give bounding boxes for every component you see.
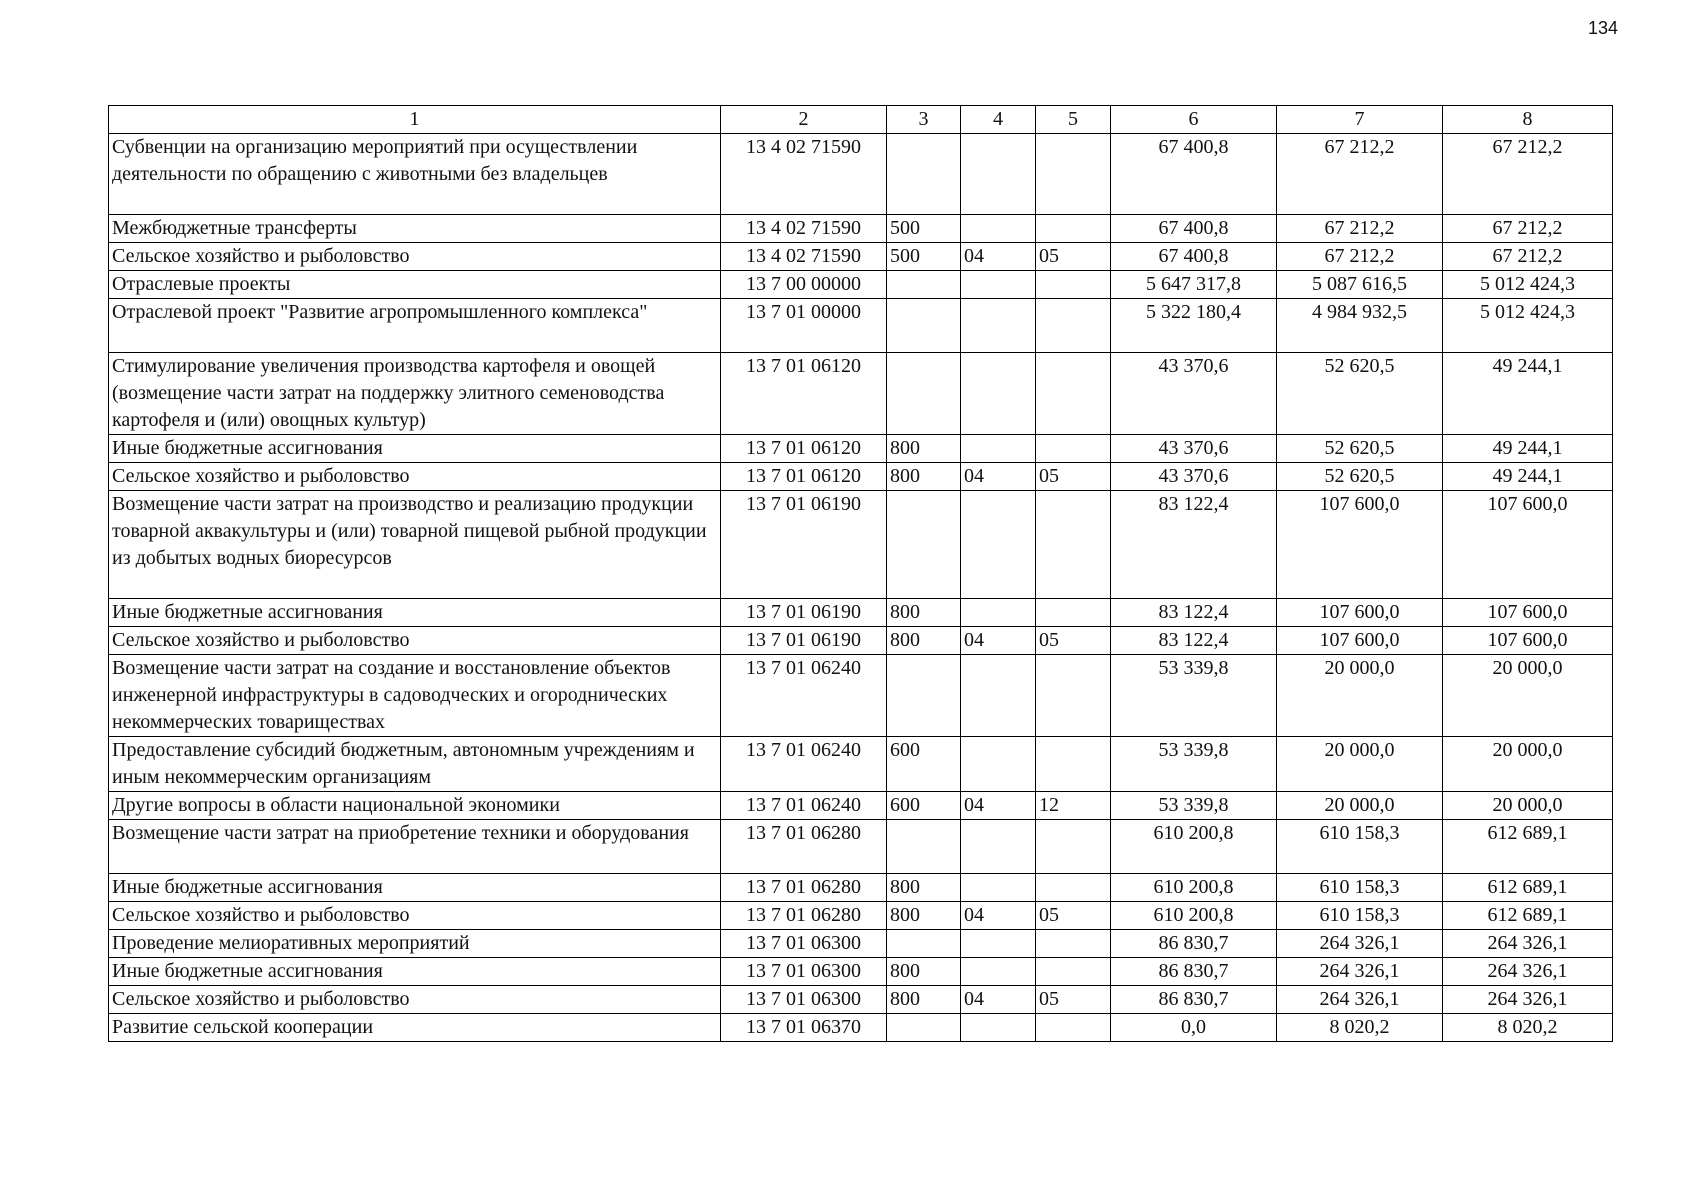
row-value-year1: 83 122,4 bbox=[1111, 627, 1277, 655]
row-value-year1: 67 400,8 bbox=[1111, 243, 1277, 271]
row-expense-type bbox=[887, 271, 961, 299]
row-value-year2: 4 984 932,5 bbox=[1277, 299, 1443, 353]
row-name: Иные бюджетные ассигнования bbox=[109, 435, 721, 463]
row-value-year3: 5 012 424,3 bbox=[1443, 271, 1613, 299]
table-row bbox=[109, 986, 1613, 1014]
row-value-year1: 43 370,6 bbox=[1111, 463, 1277, 491]
row-subsection bbox=[1036, 930, 1111, 958]
row-code: 13 7 01 06120 bbox=[721, 435, 887, 463]
row-value-year3: 67 212,2 bbox=[1443, 215, 1613, 243]
row-name: Возмещение части затрат на создание и восстановление объектов инженерной инфраструктуры в садоводческих и огороднических некоммерческих товариществах bbox=[109, 655, 721, 737]
row-value-year2: 20 000,0 bbox=[1277, 655, 1443, 737]
row-value-year1: 610 200,8 bbox=[1111, 902, 1277, 930]
row-code: 13 4 02 71590 bbox=[721, 215, 887, 243]
row-value-year3: 5 012 424,3 bbox=[1443, 299, 1613, 353]
row-subsection bbox=[1036, 874, 1111, 902]
row-value-year2: 5 087 616,5 bbox=[1277, 271, 1443, 299]
row-code: 13 7 01 06190 bbox=[721, 491, 887, 599]
col-header-7: 7 bbox=[1277, 106, 1443, 134]
header-row bbox=[109, 106, 1613, 134]
table-row bbox=[109, 902, 1613, 930]
row-name: Иные бюджетные ассигнования bbox=[109, 599, 721, 627]
table-row bbox=[109, 820, 1613, 874]
row-section bbox=[961, 599, 1036, 627]
row-value-year2: 610 158,3 bbox=[1277, 820, 1443, 874]
table-row bbox=[109, 737, 1613, 792]
row-value-year1: 53 339,8 bbox=[1111, 737, 1277, 792]
table-row bbox=[109, 134, 1613, 215]
table-row bbox=[109, 874, 1613, 902]
table-row bbox=[109, 599, 1613, 627]
row-section bbox=[961, 435, 1036, 463]
row-subsection bbox=[1036, 299, 1111, 353]
row-value-year2: 264 326,1 bbox=[1277, 986, 1443, 1014]
row-value-year3: 49 244,1 bbox=[1443, 463, 1613, 491]
row-section bbox=[961, 491, 1036, 599]
row-code: 13 7 01 06280 bbox=[721, 902, 887, 930]
table-row bbox=[109, 299, 1613, 353]
row-value-year1: 86 830,7 bbox=[1111, 986, 1277, 1014]
row-subsection bbox=[1036, 820, 1111, 874]
row-name: Проведение мелиоративных мероприятий bbox=[109, 930, 721, 958]
row-expense-type bbox=[887, 353, 961, 435]
row-value-year2: 67 212,2 bbox=[1277, 243, 1443, 271]
row-expense-type bbox=[887, 655, 961, 737]
row-name: Отраслевые проекты bbox=[109, 271, 721, 299]
table-row bbox=[109, 353, 1613, 435]
row-value-year3: 20 000,0 bbox=[1443, 792, 1613, 820]
row-value-year2: 610 158,3 bbox=[1277, 902, 1443, 930]
row-code: 13 7 01 06280 bbox=[721, 874, 887, 902]
row-value-year1: 67 400,8 bbox=[1111, 134, 1277, 215]
row-value-year3: 49 244,1 bbox=[1443, 353, 1613, 435]
row-value-year2: 264 326,1 bbox=[1277, 930, 1443, 958]
row-subsection bbox=[1036, 491, 1111, 599]
row-value-year3: 264 326,1 bbox=[1443, 958, 1613, 986]
row-code: 13 7 01 06370 bbox=[721, 1014, 887, 1042]
row-value-year1: 83 122,4 bbox=[1111, 491, 1277, 599]
row-value-year1: 67 400,8 bbox=[1111, 215, 1277, 243]
col-header-2: 2 bbox=[721, 106, 887, 134]
row-value-year3: 107 600,0 bbox=[1443, 627, 1613, 655]
row-value-year1: 43 370,6 bbox=[1111, 353, 1277, 435]
row-value-year3: 8 020,2 bbox=[1443, 1014, 1613, 1042]
row-subsection bbox=[1036, 958, 1111, 986]
row-expense-type: 800 bbox=[887, 874, 961, 902]
row-code: 13 7 01 06300 bbox=[721, 958, 887, 986]
row-value-year1: 86 830,7 bbox=[1111, 958, 1277, 986]
row-section bbox=[961, 930, 1036, 958]
row-section bbox=[961, 299, 1036, 353]
col-header-8: 8 bbox=[1443, 106, 1613, 134]
row-subsection bbox=[1036, 271, 1111, 299]
row-value-year3: 20 000,0 bbox=[1443, 737, 1613, 792]
row-value-year1: 53 339,8 bbox=[1111, 655, 1277, 737]
row-code: 13 7 01 06190 bbox=[721, 627, 887, 655]
row-value-year1: 0,0 bbox=[1111, 1014, 1277, 1042]
row-code: 13 7 01 06280 bbox=[721, 820, 887, 874]
row-value-year2: 52 620,5 bbox=[1277, 435, 1443, 463]
row-expense-type: 600 bbox=[887, 737, 961, 792]
row-section bbox=[961, 874, 1036, 902]
row-name: Возмещение части затрат на приобретение техники и оборудования bbox=[109, 820, 721, 874]
table-row bbox=[109, 271, 1613, 299]
table-row bbox=[109, 655, 1613, 737]
table-row bbox=[109, 792, 1613, 820]
table-row bbox=[109, 243, 1613, 271]
row-section bbox=[961, 820, 1036, 874]
row-code: 13 7 01 00000 bbox=[721, 299, 887, 353]
table-row bbox=[109, 435, 1613, 463]
row-section bbox=[961, 655, 1036, 737]
row-code: 13 7 01 06300 bbox=[721, 930, 887, 958]
row-name: Отраслевой проект "Развитие агропромышленного комплекса" bbox=[109, 299, 721, 353]
row-subsection: 05 bbox=[1036, 243, 1111, 271]
row-name: Межбюджетные трансферты bbox=[109, 215, 721, 243]
row-name: Возмещение части затрат на производство и реализацию продукции товарной аквакультуры и (или) товарной пищевой рыбной продукции из добытых водных биоресурсов bbox=[109, 491, 721, 599]
table-row bbox=[109, 491, 1613, 599]
row-expense-type bbox=[887, 491, 961, 599]
row-name: Сельское хозяйство и рыболовство bbox=[109, 463, 721, 491]
row-section bbox=[961, 737, 1036, 792]
row-expense-type bbox=[887, 299, 961, 353]
row-section bbox=[961, 353, 1036, 435]
row-value-year1: 43 370,6 bbox=[1111, 435, 1277, 463]
row-section: 04 bbox=[961, 792, 1036, 820]
row-section bbox=[961, 271, 1036, 299]
row-value-year2: 67 212,2 bbox=[1277, 215, 1443, 243]
row-value-year2: 107 600,0 bbox=[1277, 627, 1443, 655]
row-value-year3: 612 689,1 bbox=[1443, 874, 1613, 902]
row-value-year1: 83 122,4 bbox=[1111, 599, 1277, 627]
row-expense-type bbox=[887, 930, 961, 958]
row-subsection: 05 bbox=[1036, 986, 1111, 1014]
row-value-year2: 8 020,2 bbox=[1277, 1014, 1443, 1042]
row-code: 13 7 01 06240 bbox=[721, 792, 887, 820]
row-subsection bbox=[1036, 435, 1111, 463]
row-value-year1: 5 647 317,8 bbox=[1111, 271, 1277, 299]
row-name: Предоставление субсидий бюджетным, автономным учреждениям и иным некоммерческим организациям bbox=[109, 737, 721, 792]
row-expense-type: 800 bbox=[887, 902, 961, 930]
row-expense-type: 800 bbox=[887, 435, 961, 463]
row-value-year3: 264 326,1 bbox=[1443, 986, 1613, 1014]
row-section bbox=[961, 134, 1036, 215]
row-subsection bbox=[1036, 655, 1111, 737]
row-expense-type bbox=[887, 1014, 961, 1042]
row-value-year2: 20 000,0 bbox=[1277, 792, 1443, 820]
row-value-year2: 107 600,0 bbox=[1277, 491, 1443, 599]
row-value-year1: 5 322 180,4 bbox=[1111, 299, 1277, 353]
row-value-year1: 610 200,8 bbox=[1111, 820, 1277, 874]
row-subsection: 05 bbox=[1036, 902, 1111, 930]
row-subsection bbox=[1036, 1014, 1111, 1042]
row-expense-type: 600 bbox=[887, 792, 961, 820]
row-section: 04 bbox=[961, 463, 1036, 491]
table-row bbox=[109, 627, 1613, 655]
row-name: Другие вопросы в области национальной экономики bbox=[109, 792, 721, 820]
row-subsection: 05 bbox=[1036, 463, 1111, 491]
row-subsection: 12 bbox=[1036, 792, 1111, 820]
row-name: Развитие сельской кооперации bbox=[109, 1014, 721, 1042]
row-value-year3: 107 600,0 bbox=[1443, 599, 1613, 627]
row-section: 04 bbox=[961, 986, 1036, 1014]
row-code: 13 7 01 06120 bbox=[721, 353, 887, 435]
row-expense-type bbox=[887, 820, 961, 874]
row-subsection bbox=[1036, 215, 1111, 243]
row-section bbox=[961, 1014, 1036, 1042]
row-name: Субвенции на организацию мероприятий при осуществлении деятельности по обращению с животными без владельцев bbox=[109, 134, 721, 215]
row-value-year3: 612 689,1 bbox=[1443, 902, 1613, 930]
row-value-year3: 612 689,1 bbox=[1443, 820, 1613, 874]
row-value-year3: 67 212,2 bbox=[1443, 134, 1613, 215]
row-code: 13 4 02 71590 bbox=[721, 134, 887, 215]
table-row bbox=[109, 1014, 1613, 1042]
row-subsection bbox=[1036, 134, 1111, 215]
row-expense-type: 800 bbox=[887, 986, 961, 1014]
col-header-5: 5 bbox=[1036, 106, 1111, 134]
row-name: Иные бюджетные ассигнования bbox=[109, 958, 721, 986]
row-code: 13 7 01 06240 bbox=[721, 655, 887, 737]
row-section: 04 bbox=[961, 243, 1036, 271]
table-row bbox=[109, 215, 1613, 243]
row-value-year2: 20 000,0 bbox=[1277, 737, 1443, 792]
row-expense-type: 500 bbox=[887, 243, 961, 271]
row-expense-type: 500 bbox=[887, 215, 961, 243]
row-value-year3: 67 212,2 bbox=[1443, 243, 1613, 271]
row-expense-type: 800 bbox=[887, 958, 961, 986]
row-code: 13 7 01 06240 bbox=[721, 737, 887, 792]
row-value-year2: 52 620,5 bbox=[1277, 353, 1443, 435]
row-code: 13 4 02 71590 bbox=[721, 243, 887, 271]
table-body bbox=[109, 134, 1613, 1042]
row-subsection bbox=[1036, 737, 1111, 792]
row-value-year1: 53 339,8 bbox=[1111, 792, 1277, 820]
row-subsection: 05 bbox=[1036, 627, 1111, 655]
row-name: Сельское хозяйство и рыболовство bbox=[109, 986, 721, 1014]
table-row bbox=[109, 463, 1613, 491]
row-value-year2: 107 600,0 bbox=[1277, 599, 1443, 627]
row-name: Сельское хозяйство и рыболовство bbox=[109, 627, 721, 655]
row-name: Стимулирование увеличения производства картофеля и овощей (возмещение части затрат на поддержку элитного семеноводства картофеля и (или) овощных культур) bbox=[109, 353, 721, 435]
table-row bbox=[109, 930, 1613, 958]
budget-table bbox=[108, 105, 1613, 1042]
row-name: Сельское хозяйство и рыболовство bbox=[109, 902, 721, 930]
row-value-year1: 610 200,8 bbox=[1111, 874, 1277, 902]
page-number: 134 bbox=[1587, 18, 1618, 38]
row-value-year2: 264 326,1 bbox=[1277, 958, 1443, 986]
table-row bbox=[109, 958, 1613, 986]
row-expense-type: 800 bbox=[887, 599, 961, 627]
row-value-year3: 107 600,0 bbox=[1443, 491, 1613, 599]
row-section bbox=[961, 215, 1036, 243]
row-section bbox=[961, 958, 1036, 986]
row-value-year2: 52 620,5 bbox=[1277, 463, 1443, 491]
row-name: Сельское хозяйство и рыболовство bbox=[109, 243, 721, 271]
row-expense-type bbox=[887, 134, 961, 215]
row-code: 13 7 01 06300 bbox=[721, 986, 887, 1014]
row-name: Иные бюджетные ассигнования bbox=[109, 874, 721, 902]
row-expense-type: 800 bbox=[887, 463, 961, 491]
col-header-6: 6 bbox=[1111, 106, 1277, 134]
row-code: 13 7 00 00000 bbox=[721, 271, 887, 299]
row-value-year2: 610 158,3 bbox=[1277, 874, 1443, 902]
row-subsection bbox=[1036, 599, 1111, 627]
row-value-year3: 264 326,1 bbox=[1443, 930, 1613, 958]
row-value-year2: 67 212,2 bbox=[1277, 134, 1443, 215]
row-code: 13 7 01 06120 bbox=[721, 463, 887, 491]
col-header-3: 3 bbox=[887, 106, 961, 134]
col-header-4: 4 bbox=[961, 106, 1036, 134]
row-section: 04 bbox=[961, 902, 1036, 930]
col-header-1: 1 bbox=[109, 106, 721, 134]
row-value-year1: 86 830,7 bbox=[1111, 930, 1277, 958]
row-value-year3: 49 244,1 bbox=[1443, 435, 1613, 463]
row-code: 13 7 01 06190 bbox=[721, 599, 887, 627]
row-value-year3: 20 000,0 bbox=[1443, 655, 1613, 737]
row-subsection bbox=[1036, 353, 1111, 435]
row-section: 04 bbox=[961, 627, 1036, 655]
row-expense-type: 800 bbox=[887, 627, 961, 655]
